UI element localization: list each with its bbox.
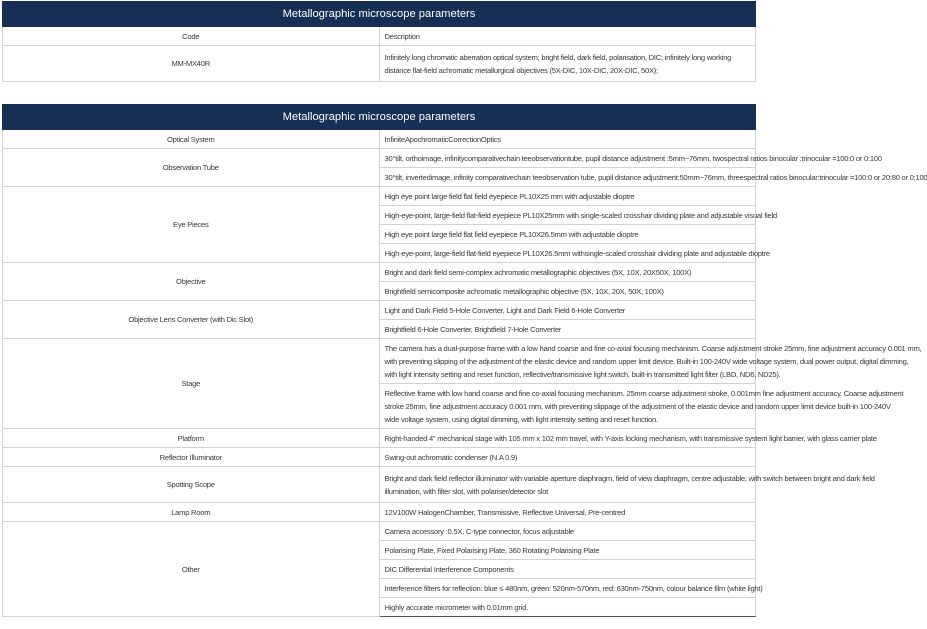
table-row — [3, 149, 756, 168]
param-value: Highly accurate micrometer with 0.01mm grid. — [379, 598, 756, 617]
code-column-header: Code — [3, 27, 380, 46]
param-value: Polarising Plate, Fixed Polarising Plate, 360 Rotating Polarising Plate — [379, 541, 756, 560]
param-label-spotting-scope: Spotting Scope — [3, 467, 380, 503]
description-line: Infinitely long chromatic aberration optical system; bright field, dark field, polarisation, DIC; infinitely long working — [384, 52, 732, 62]
param-value: 12V100W HalogenChamber, Transmissive, Reflective Universal, Pre-centred — [379, 503, 756, 522]
param-value — [379, 384, 904, 429]
param-value: High eye point large field flat field eyepiece PL10X25 mm with adjustable dioptre — [379, 187, 756, 206]
param-value: High eye point large field flat field eyepiece PL10X26.5mm with adjustable dioptre — [379, 225, 756, 244]
value-line: Reflective frame with low hand coarse and fine co-axial focusing mechanism. 25mm coarse adjustment stroke, 0.001mm fine adjustment accuracy. Coarse adjustment — [384, 388, 904, 398]
value-line: with preventing slipping of the adjustment of the elastic device and random upper limit device. Built-in 100-240V wide voltage system, dual power output, digital dimming, — [384, 356, 909, 366]
parameters-table — [2, 104, 927, 617]
param-value: Brightfield 6-Hole Converter, Brightfield 7-Hole Converter — [379, 320, 756, 339]
table-row — [3, 263, 756, 282]
param-value: Interference filters for reflection: blue ≤ 480nm, green: 520nm-570nm, red: 630nm-750nm, colour balance film (white light) — [379, 579, 756, 598]
param-label-optical-system: Optical System — [3, 130, 380, 149]
param-label-observation-tube: Observation Tube — [3, 149, 380, 187]
param-label-eye-pieces: Eye Pieces — [3, 187, 380, 263]
param-value: 30°tilt, invertedimage, infinity comparativechain teeobservation tube, pupil distance adjustment:50mm~76mm, threespectral ratios binocular:trinocular =100:0 or 20:80 or 0:100 — [379, 168, 756, 187]
product-code: MM-MX40R — [3, 46, 380, 82]
table-row — [3, 301, 756, 320]
table-header-row — [3, 105, 756, 130]
param-value: Brightfield semicomposite achromatic metallographic objective (5X, 10X, 20X, 50X, 100X) — [379, 282, 756, 301]
table-row — [3, 187, 756, 206]
param-value: Right-handed 4" mechanical stage with 105 mm x 102 mm travel, with Y-axis locking mechanism, with transmissive system light barrier, with glass carrier plate — [379, 429, 756, 448]
value-line: with light intensity setting and reset function, reflective/transmissive light switch, built-in transmitted light filter (LBD, ND6, ND25). — [384, 369, 781, 379]
product-code-table — [2, 1, 756, 82]
param-value — [379, 339, 922, 384]
table-row — [3, 46, 756, 82]
param-value: InfiniteApochromaticCorrectionOptics — [379, 130, 756, 149]
param-value: Light and Dark Field 5-Hole Converter, Light and Dark Field 6-Hole Converter — [379, 301, 756, 320]
param-label-objective: Objective — [3, 263, 380, 301]
value-line: stroke 25mm, fine adjustment accuracy 0.001 mm, with preventing slippage of the adjustment of the elastic device and random upper limit device built-in 100-240V — [384, 401, 891, 411]
table-row — [3, 448, 756, 467]
value-line: Bright and dark field reflector illuminator with variable aperture diaphragm, field of view diaphragm, centre adjustable; with switch between bright and dark field — [384, 473, 875, 483]
table-row — [3, 339, 756, 384]
product-description — [379, 46, 756, 82]
param-label-stage: Stage — [3, 339, 380, 429]
param-value: Camera accessory :0.5X, C-type connector, focus adjustable — [379, 522, 756, 541]
table-row — [3, 467, 756, 503]
param-value: High-eye-point, large-field flat-field eyepiece PL10X25mm with single-scaled crosshair dividing plate and adjustable visual field — [379, 206, 756, 225]
param-value: High-eye-point, large-field flat-field eyepiece PL10X26.5mm withsingle-scaled crosshair dividing plate and adjustable dioptre — [379, 244, 756, 263]
value-line: wide voltage system, using digital dimming, with light intensity setting and reset function. — [384, 414, 658, 424]
table-row — [3, 429, 756, 448]
param-value: Swing-out achromatic condenser (N.A 0.9) — [379, 448, 756, 467]
param-value — [379, 467, 875, 503]
table-row — [3, 27, 756, 46]
table-title: Metallographic microscope parameters — [3, 2, 756, 27]
param-label-other: Other — [3, 522, 380, 617]
table-header-row — [3, 2, 756, 27]
table-row — [3, 130, 756, 149]
param-label-lamp-room: Lamp Room — [3, 503, 380, 522]
table-row — [3, 522, 756, 541]
param-value: DIC Differential Interference Components — [379, 560, 756, 579]
value-line: illumination, with filter slot, with polariser/detector slot — [384, 486, 549, 496]
param-value: Bright and dark field semi-complex achromatic metallographic objectives (5X, 10X, 20X50X, 100X) — [379, 263, 756, 282]
param-label-reflector-illuminator: Reflector Illuminator — [3, 448, 380, 467]
description-line: distance flat-field achromatic metallurgical objectives (5X-DIC, 10X-DIC, 20X-DIC, 50X); — [384, 65, 658, 75]
value-line: The camera has a dual-purpose frame with a low hand coarse and fine co-axial focusing mechanism. Coarse adjustment stroke 25mm, fine adjustment accuracy 0.001 mm, — [384, 343, 922, 353]
table-title: Metallographic microscope parameters — [3, 105, 756, 130]
param-label-platform: Platform — [3, 429, 380, 448]
param-label-objective-lens-converter: Objective Lens Converter (with Dic Slot) — [3, 301, 380, 339]
param-value: 30°tilt, orthoimage, infinitycomparativechain teeobservationtube, pupil distance adjustment :5mm~76mm, twospectral ratios binocular :trinocular =100:0 or 0:100 — [379, 149, 756, 168]
description-column-header: Description — [379, 27, 756, 46]
table-row — [3, 503, 756, 522]
